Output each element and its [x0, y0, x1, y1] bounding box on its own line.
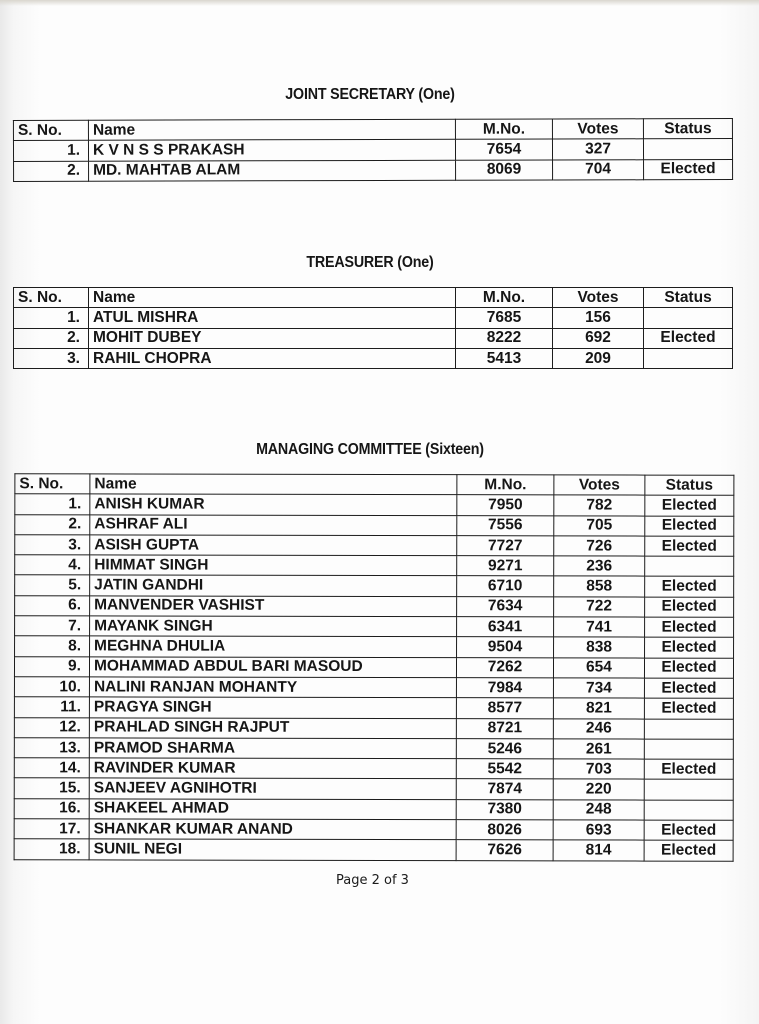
cell-sno: 14. — [14, 758, 89, 778]
header-mno: M.No. — [455, 119, 552, 140]
cell-mno: 5413 — [456, 348, 553, 368]
cell-votes: 858 — [554, 576, 645, 596]
header-sno: S. No. — [15, 474, 90, 494]
header-status: Status — [645, 475, 734, 495]
header-name: Name — [88, 119, 455, 140]
table-row — [14, 819, 733, 841]
cell-status: Elected — [645, 577, 734, 597]
table-row — [14, 778, 733, 800]
cell-mno: 8721 — [456, 718, 553, 739]
page-number: Page 2 of 3 — [336, 873, 409, 888]
cell-sno: 2. — [15, 514, 90, 534]
cell-sno: 16. — [14, 798, 89, 818]
cell-mno: 6710 — [457, 576, 554, 597]
cell-status: Elected — [644, 759, 733, 779]
cell-name: K V N S S PRAKASH — [88, 140, 455, 161]
cell-votes: 236 — [554, 556, 645, 576]
table-row — [14, 839, 733, 861]
table-row — [14, 758, 733, 780]
cell-sno: 15. — [14, 778, 89, 798]
cell-name: MEGHNA DHULIA — [90, 636, 457, 657]
table-header-row — [13, 119, 732, 141]
cell-name: MD. MAHTAB ALAM — [89, 160, 456, 181]
table-row — [14, 328, 733, 348]
cell-mno: 7262 — [456, 657, 553, 678]
cell-votes: 327 — [552, 139, 643, 160]
cell-sno: 3. — [14, 348, 89, 368]
section-title-joint-secretary: JOINT SECRETARY (One) — [285, 86, 455, 103]
cell-mno: 7634 — [457, 596, 554, 616]
cell-status: Elected — [644, 658, 733, 678]
header-sno: S. No. — [14, 288, 89, 308]
cell-sno: 3. — [15, 535, 90, 555]
page-edge-shadow — [0, 0, 759, 6]
cell-status — [644, 739, 733, 759]
cell-status — [645, 556, 734, 576]
cell-status: Elected — [645, 516, 734, 536]
cell-sno: 9. — [14, 656, 89, 676]
cell-sno: 10. — [14, 677, 89, 697]
header-mno: M.No. — [457, 475, 554, 495]
header-name: Name — [89, 288, 456, 308]
cell-sno: 2. — [14, 161, 89, 181]
cell-mno: 8222 — [456, 328, 553, 348]
header-votes: Votes — [552, 119, 643, 140]
cell-sno: 7. — [15, 616, 90, 636]
cell-name: ATUL MISHRA — [89, 308, 456, 328]
cell-name: MANVENDER VASHIST — [90, 596, 457, 617]
table-row — [15, 575, 734, 597]
cell-sno: 17. — [14, 819, 89, 839]
cell-status — [644, 800, 733, 820]
cell-status — [644, 719, 733, 739]
table-row — [14, 159, 733, 181]
cell-status: Elected — [645, 536, 734, 556]
cell-name: MOHAMMAD ABDUL BARI MASOUD — [89, 657, 456, 678]
cell-votes: 782 — [554, 495, 645, 515]
cell-name: SHANKAR KUMAR ANAND — [89, 819, 456, 840]
cell-sno: 1. — [15, 494, 90, 514]
cell-mno: 7950 — [457, 495, 554, 516]
table-row — [14, 656, 733, 678]
table-row — [15, 616, 734, 638]
table-row — [15, 535, 734, 557]
cell-mno: 8069 — [456, 160, 553, 181]
cell-status: Elected — [645, 617, 734, 637]
cell-sno: 4. — [15, 555, 90, 575]
cell-votes: 741 — [554, 617, 645, 637]
header-votes: Votes — [553, 288, 644, 308]
treasurer-table — [13, 287, 733, 369]
cell-mno: 9271 — [457, 556, 554, 577]
cell-mno: 7685 — [456, 308, 553, 328]
cell-status: Elected — [645, 637, 734, 657]
table-row — [14, 738, 733, 760]
cell-name: ASISH GUPTA — [90, 535, 457, 556]
table-row — [15, 636, 734, 658]
cell-votes: 726 — [554, 536, 645, 556]
cell-sno: 13. — [14, 738, 89, 758]
cell-name: SUNIL NEGI — [89, 839, 456, 860]
cell-votes: 814 — [553, 840, 644, 860]
table-header-row — [15, 474, 734, 496]
cell-mno: 8577 — [456, 698, 553, 719]
cell-status: Elected — [644, 159, 733, 180]
table-row — [15, 596, 734, 618]
cell-sno: 8. — [15, 636, 90, 656]
cell-votes: 692 — [553, 328, 644, 348]
cell-status: Elected — [644, 678, 733, 698]
cell-name: JATIN GANDHI — [90, 575, 457, 596]
cell-votes: 734 — [553, 678, 644, 698]
table-row — [13, 139, 732, 161]
header-votes: Votes — [554, 475, 645, 495]
cell-sno: 12. — [14, 717, 89, 737]
cell-name: RAHIL CHOPRA — [89, 348, 456, 368]
cell-sno: 18. — [14, 839, 89, 859]
cell-name: MOHIT DUBEY — [89, 328, 456, 348]
cell-status: Elected — [645, 495, 734, 515]
cell-mno: 7626 — [456, 840, 553, 861]
cell-mno: 7654 — [455, 139, 552, 160]
cell-votes: 156 — [553, 308, 644, 328]
cell-name: NALINI RANJAN MOHANTY — [89, 677, 456, 698]
header-status: Status — [643, 119, 732, 140]
cell-votes: 821 — [553, 698, 644, 718]
cell-mno: 7727 — [457, 536, 554, 556]
cell-votes: 220 — [553, 779, 644, 799]
cell-sno: 5. — [15, 575, 90, 595]
table-row — [14, 798, 733, 820]
cell-name: PRAHLAD SINGH RAJPUT — [89, 717, 456, 738]
cell-votes: 703 — [553, 759, 644, 779]
header-status: Status — [644, 288, 733, 308]
cell-sno: 11. — [14, 697, 89, 717]
cell-sno: 1. — [13, 141, 88, 161]
cell-status: Elected — [644, 820, 733, 840]
cell-mno: 8026 — [456, 820, 553, 841]
cell-name: SANJEEV AGNIHOTRI — [89, 778, 456, 799]
cell-mno: 7874 — [456, 779, 553, 800]
cell-name: PRAGYA SINGH — [89, 697, 456, 718]
table-row — [14, 717, 733, 739]
cell-name: ANISH KUMAR — [90, 494, 457, 515]
cell-votes: 705 — [554, 515, 645, 535]
cell-mno: 7380 — [456, 799, 553, 820]
cell-name: MAYANK SINGH — [90, 616, 457, 637]
table-row — [15, 514, 734, 536]
table-header-row — [14, 288, 733, 308]
cell-votes: 248 — [553, 800, 644, 820]
cell-votes: 654 — [553, 658, 644, 678]
header-sno: S. No. — [13, 120, 88, 140]
cell-sno: 6. — [15, 596, 90, 616]
cell-sno: 1. — [14, 308, 89, 328]
cell-name: PRAMOD SHARMA — [89, 738, 456, 759]
table-row — [14, 697, 733, 719]
cell-status: Elected — [644, 328, 733, 348]
cell-votes: 693 — [553, 820, 644, 840]
cell-status: Elected — [644, 698, 733, 718]
header-name: Name — [90, 474, 457, 495]
header-mno: M.No. — [456, 288, 553, 308]
managing-committee-table — [14, 473, 735, 861]
table-row — [15, 494, 734, 516]
cell-votes: 246 — [553, 718, 644, 738]
cell-votes: 722 — [554, 597, 645, 617]
table-row — [15, 555, 734, 577]
cell-name: SHAKEEL AHMAD — [89, 799, 456, 820]
cell-mno: 9504 — [457, 637, 554, 658]
joint-secretary-table — [13, 118, 733, 182]
cell-votes: 838 — [554, 637, 645, 657]
cell-name: HIMMAT SINGH — [90, 555, 457, 576]
cell-mno: 7984 — [456, 678, 553, 698]
table-row — [14, 677, 733, 699]
cell-mno: 5542 — [456, 759, 553, 779]
cell-status: Elected — [644, 840, 733, 860]
section-title-managing-committee: MANAGING COMMITTEE (Sixteen) — [256, 441, 484, 458]
cell-mno: 7556 — [457, 515, 554, 536]
cell-name: ASHRAF ALI — [90, 514, 457, 535]
cell-mno: 5246 — [456, 739, 553, 760]
cell-votes: 209 — [553, 348, 644, 368]
cell-votes: 704 — [553, 159, 644, 180]
cell-mno: 6341 — [457, 617, 554, 638]
cell-status — [644, 348, 733, 368]
cell-status — [644, 308, 733, 328]
cell-name: RAVINDER KUMAR — [89, 758, 456, 779]
cell-sno: 2. — [14, 328, 89, 348]
cell-status — [643, 139, 732, 160]
cell-votes: 261 — [553, 739, 644, 759]
cell-status — [644, 780, 733, 800]
table-row — [14, 348, 733, 368]
section-title-treasurer: TREASURER (One) — [306, 254, 434, 271]
cell-status: Elected — [645, 597, 734, 617]
table-row — [14, 308, 733, 328]
